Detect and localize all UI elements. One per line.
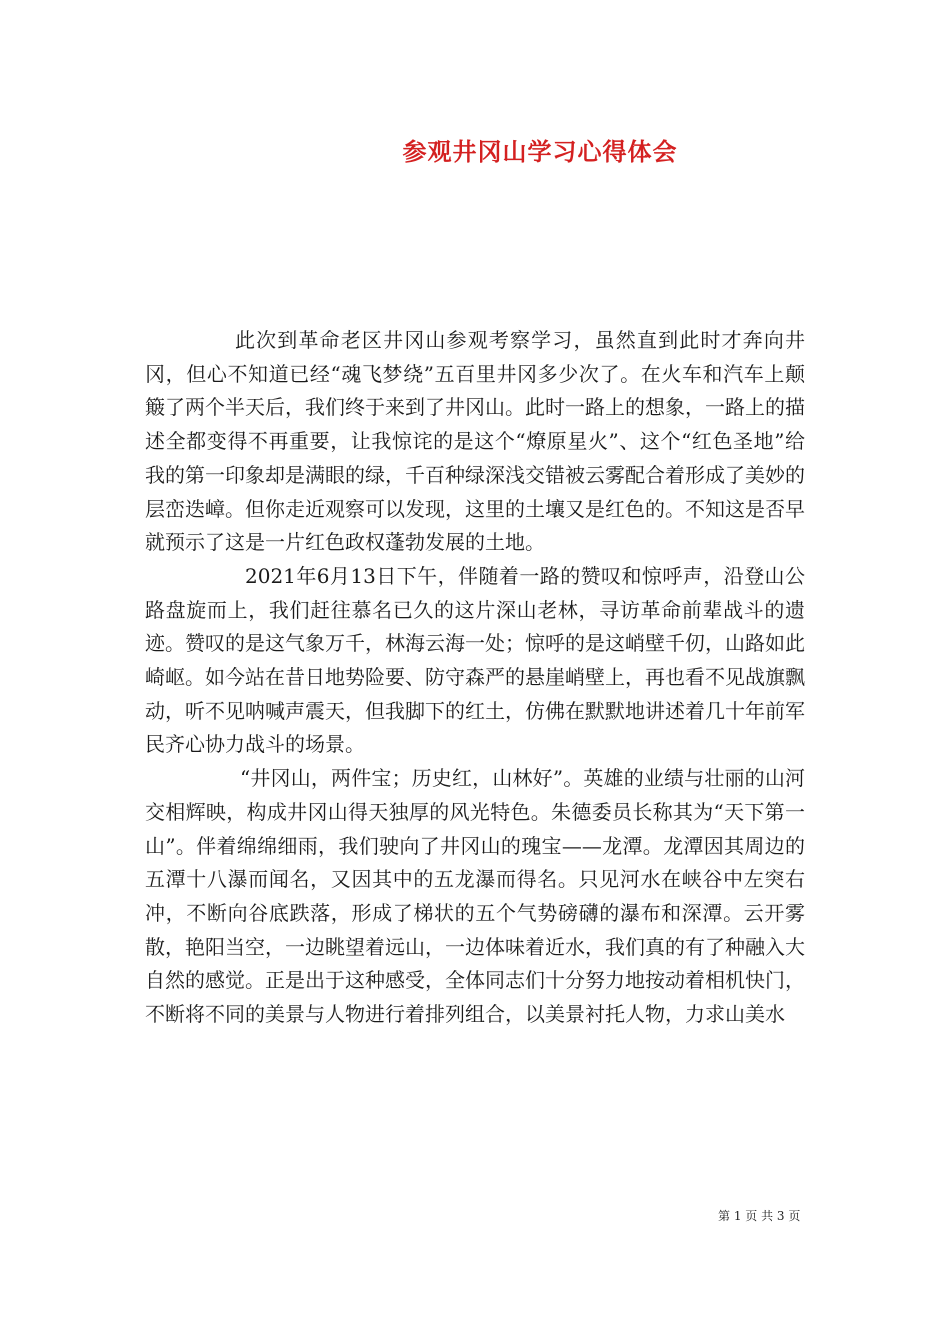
paragraph-1: 此次到革命老区井冈山参观考察学习，虽然直到此时才奔向井冈，但心不知道已经“魂飞梦绕”五百里井冈多少次了。在火车和汽车上颠簸了两个半天后，我们终于来到了井冈山。此时一路上的想象，一路上的描述全都变得不再重要，让我惊诧的是这个“燎原星火”、这个“红色圣地”给我的第一印象却是满眼的绿，千百种绿深浅交错被云雾配合着形成了美妙的层峦迭嶂。但你走近观察可以发现，这里的土壤又是红色的。不知这是否早就预示了这是一片红色政权蓬勃发展的土地。: [145, 328, 805, 555]
paragraph-2: 2021年6月13日下午，伴随着一路的赞叹和惊呼声，沿登山公路盘旋而上，我们赶往慕名已久的这片深山老林，寻访革命前辈战斗的遗迹。赞叹的是这气象万千，林海云海一处；惊呼的是这峭壁千仞，山路如此崎岖。如今站在昔日地势险要、防守森严的悬崖峭壁上，再也看不见战旗飘动，听不见呐喊声震天，但我脚下的红土，仿佛在默默地讲述着几十年前军民齐心协力战斗的场景。: [145, 563, 805, 757]
document-body: [145, 324, 805, 1032]
page-number-footer: 第 1 页 共 3 页: [718, 1209, 801, 1223]
document-title: 参观井冈山学习心得体会: [402, 137, 678, 166]
paragraph-3: “井冈山，两件宝；历史红，山林好”。英雄的业绩与壮丽的山河交相辉映，构成井冈山得天独厚的风光特色。朱德委员长称其为“天下第一山”。伴着绵绵细雨，我们驶向了井冈山的瑰宝——龙潭。龙潭因其周边的五潭十八瀑而闻名，又因其中的五龙瀑而得名。只见河水在峡谷中左突右冲，不断向谷底跌落，形成了梯状的五个气势磅礴的瀑布和深潭。云开雾散，艳阳当空，一边眺望着远山，一边体味着近水，我们真的有了种融入大自然的感觉。正是出于这种感受，全体同志们十分努力地按动着相机快门，不断将不同的美景与人物进行着排列组合，以美景衬托人物，力求山美水: [145, 766, 805, 1027]
